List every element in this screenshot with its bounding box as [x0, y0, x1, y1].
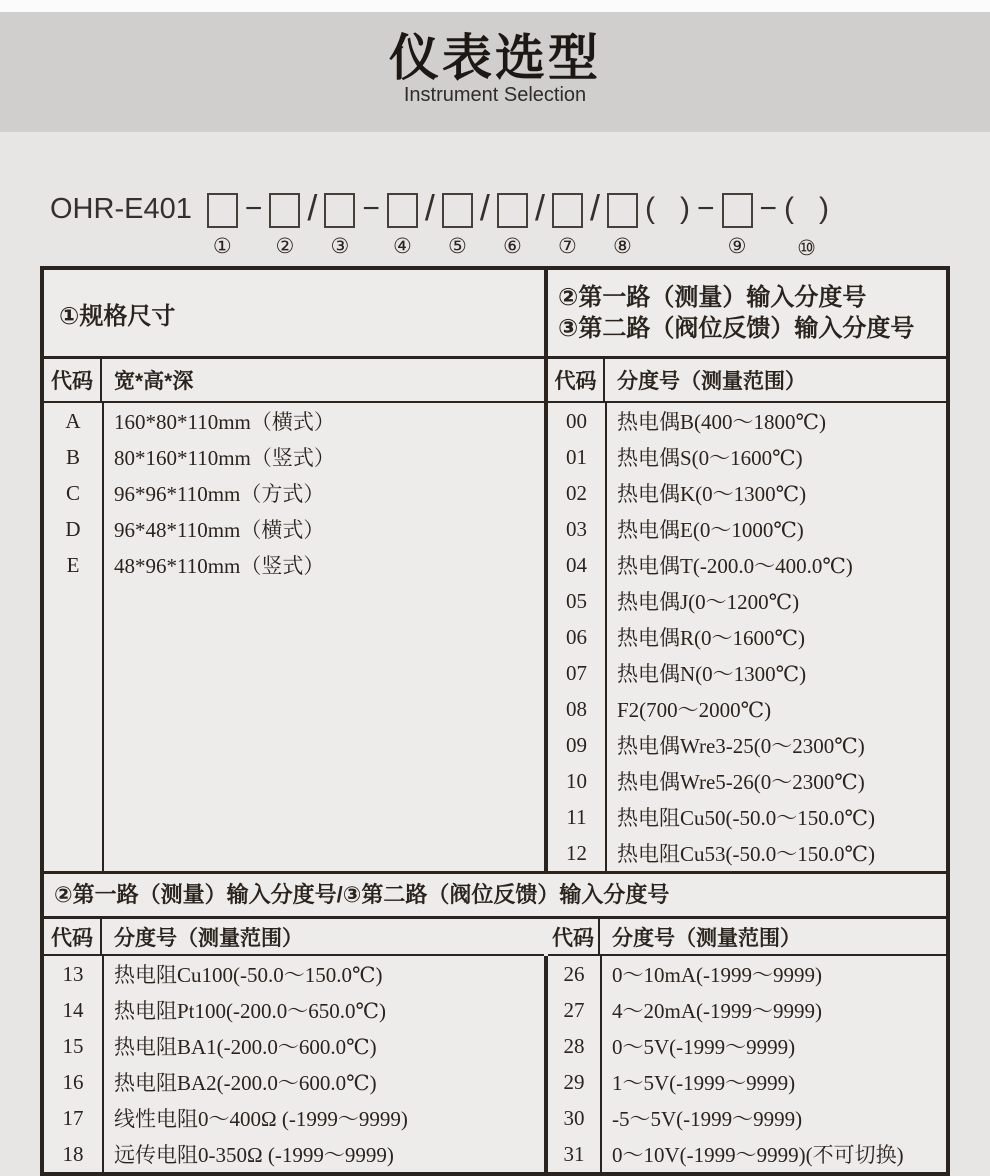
model-separator: − [244, 192, 263, 225]
model-separator: ( ) [644, 192, 690, 225]
circle-index-label [368, 238, 374, 260]
code-cell: 12 [566, 840, 587, 865]
model-separator: / [424, 187, 435, 228]
desc-cell: 160*80*110mm（横式） [114, 410, 335, 434]
model-option-box-col [387, 190, 418, 258]
desc-cell: 远传电阻0-350Ω (-1999～9999) [114, 1143, 394, 1167]
code-column-header: 代码 [548, 919, 600, 954]
desc-cell: F2(700～2000℃) [617, 698, 772, 722]
graduation-codes-right-half [544, 919, 946, 1172]
desc-cell: 热电阻Cu53(-50.0～150.0℃) [617, 842, 875, 866]
code-cell: 26 [563, 961, 585, 986]
desc-cell: -5～5V(-1999～9999) [612, 1107, 803, 1131]
code-cell: 28 [563, 1033, 585, 1058]
column-header-row [44, 359, 544, 403]
column-header-row [44, 919, 544, 956]
column-header-row [548, 359, 946, 403]
code-cell: 07 [566, 660, 587, 685]
desc-cell: 热电阻Cu50(-50.0～150.0℃) [617, 806, 875, 830]
circle-index-label: ④ [392, 235, 412, 258]
channel-2-header-line: ③第二路（阀位反馈）输入分度号 [558, 315, 915, 342]
code-cell: D [65, 516, 81, 541]
table-row [548, 439, 946, 475]
model-separator: − [759, 192, 778, 225]
model-option-box-col [442, 190, 473, 258]
table-row [548, 1136, 946, 1172]
code-cell: 00 [566, 408, 587, 433]
code-cell: 02 [566, 480, 587, 505]
circle-index-label [482, 238, 488, 260]
desc-cell: 线性电阻0～400Ω (-1999～9999) [114, 1107, 408, 1131]
code-cell: 17 [62, 1105, 84, 1130]
table-row [44, 956, 544, 992]
circle-index-label [122, 238, 128, 260]
model-option-box [269, 193, 300, 228]
size-codes-half [44, 359, 544, 871]
table-row [44, 992, 544, 1028]
table-row [548, 799, 946, 835]
desc-cell: 热电偶J(0～1200℃) [617, 590, 800, 614]
code-column-header: 代码 [44, 359, 102, 401]
circle-index-label: ⑦ [558, 235, 577, 258]
model-separator-col [784, 190, 829, 260]
model-separator-col [307, 187, 318, 260]
code-cell: 08 [566, 696, 587, 721]
table-row [548, 691, 946, 727]
model-separator-col [245, 190, 263, 260]
graduation-code-rows [548, 403, 946, 871]
model-separator-col [479, 187, 490, 260]
desc-cell: 0～5V(-1999～9999) [612, 1035, 796, 1059]
code-cell: B [65, 444, 80, 469]
model-separator: − [362, 192, 380, 225]
range-column-header: 分度号（测量范围） [617, 370, 806, 393]
code-cell: E [66, 552, 80, 577]
range-column-header: 分度号（测量范围） [114, 926, 303, 950]
circle-index-label [592, 238, 598, 260]
model-option-box-col [722, 190, 753, 258]
desc-cell: 0～10mA(-1999～9999) [612, 963, 822, 987]
model-option-box-col [552, 190, 583, 258]
desc-cell: 热电偶Wre3-25(0～2300℃) [617, 734, 865, 758]
model-option-box [607, 193, 638, 228]
model-separator-col [697, 190, 715, 260]
code-column-header: 代码 [44, 919, 102, 954]
circle-index-label [427, 238, 433, 260]
table-row [548, 547, 946, 583]
code-cell: 31 [563, 1141, 585, 1166]
model-code-line [50, 187, 990, 260]
desc-cell: 热电偶N(0～1300℃) [617, 662, 807, 686]
model-separator: / [307, 187, 318, 228]
table-row [548, 403, 946, 439]
size-column-header: 宽*高*深 [114, 370, 194, 393]
page-title: 仪表选型 [389, 30, 601, 86]
circle-index-label: ① [212, 235, 232, 258]
model-option-box-col [269, 190, 300, 258]
size-code-rows [44, 403, 544, 871]
model-option-box [387, 193, 418, 228]
graduation-codes-left-half [44, 919, 544, 1172]
desc-cell: 热电偶B(400～1800℃) [617, 410, 826, 434]
code-cell: 11 [566, 804, 587, 829]
circle-index-label: ⑤ [448, 235, 467, 258]
model-separator: − [696, 192, 715, 225]
table-lower-body [44, 919, 946, 1172]
code-cell: 15 [62, 1033, 84, 1058]
table-row [548, 763, 946, 799]
table-row [548, 619, 946, 655]
model-separator-col [534, 187, 545, 260]
circle-index-label [703, 238, 709, 260]
channel-input-header [544, 270, 946, 356]
table-row [548, 835, 946, 871]
circle-index-label: ⑥ [503, 235, 522, 258]
model-option-box [722, 193, 753, 228]
desc-cell: 热电偶T(-200.0～400.0℃) [617, 554, 853, 578]
desc-cell: 0～10V(-1999～9999)(不可切换) [612, 1143, 904, 1167]
table-row [548, 727, 946, 763]
table-row [44, 547, 544, 583]
model-prefix: OHR-E401 [50, 193, 192, 225]
table-header-row [44, 270, 946, 359]
code-cell: 09 [566, 732, 587, 757]
code-column-header: 代码 [548, 359, 605, 401]
title-band [0, 12, 990, 132]
graduation-codes-half [544, 359, 946, 871]
model-option-box [497, 193, 528, 228]
code-cell: 18 [62, 1141, 84, 1166]
model-option-box-col [324, 190, 355, 258]
table-row [548, 992, 946, 1028]
model-separator: / [589, 187, 600, 228]
table-row [44, 1100, 544, 1136]
code-cell: 05 [566, 588, 587, 613]
code-cell: 10 [566, 768, 587, 793]
desc-cell: 80*160*110mm（竖式） [114, 446, 335, 470]
table-row [548, 475, 946, 511]
table-row [44, 1064, 544, 1100]
model-option-box-col [607, 190, 638, 258]
model-option-box-col [207, 190, 238, 258]
code-cell: 30 [563, 1105, 585, 1130]
desc-cell: 96*48*110mm（横式） [114, 518, 325, 542]
desc-cell: 热电偶R(0～1600℃) [617, 626, 805, 650]
code-cell: 04 [566, 552, 587, 577]
table-row [548, 1064, 946, 1100]
model-option-box [324, 193, 355, 228]
circle-index-label [665, 238, 671, 260]
model-prefix-col [50, 190, 200, 260]
table-row [548, 956, 946, 992]
graduation-code-rows [544, 956, 946, 1172]
range-column-header: 分度号（测量范围） [612, 926, 801, 950]
circle-index-label: ③ [330, 235, 350, 258]
section-header: ②第一路（测量）输入分度号/③第二路（阀位反馈）输入分度号 [44, 871, 946, 919]
table-row [548, 655, 946, 691]
circle-index-label [765, 238, 771, 260]
top-divider-strip [0, 0, 990, 12]
desc-cell: 热电偶Wre5-26(0～2300℃) [617, 770, 865, 794]
graduation-code-rows [44, 956, 544, 1172]
page-subtitle: Instrument Selection [403, 84, 587, 106]
code-cell: A [65, 408, 81, 433]
code-cell: 03 [566, 516, 587, 541]
model-separator-col [645, 190, 690, 260]
spec-size-header: ①规格尺寸 [59, 302, 176, 330]
circle-index-label: ⑨ [727, 235, 747, 258]
circle-index-label: ⑧ [613, 235, 632, 258]
circle-index-label [251, 238, 257, 260]
circle-index-label [309, 238, 315, 260]
selection-table [40, 266, 950, 1176]
desc-cell: 热电阻Cu100(-50.0～150.0℃) [114, 963, 383, 987]
table-row [44, 403, 544, 439]
code-cell: 13 [62, 961, 84, 986]
desc-cell: 热电偶E(0～1000℃) [617, 518, 804, 542]
table-row [44, 475, 544, 511]
code-cell: 27 [563, 997, 585, 1022]
table-row [548, 583, 946, 619]
desc-cell: 热电阻Pt100(-200.0～650.0℃) [114, 999, 386, 1023]
code-cell: 01 [566, 444, 587, 469]
circle-index-label: ⑩ [797, 237, 816, 260]
code-cell: 06 [566, 624, 587, 649]
table-row [44, 1136, 544, 1172]
desc-cell: 热电偶S(0～1600℃) [617, 446, 803, 470]
table-upper-body [44, 359, 946, 871]
model-separator-col [589, 187, 600, 260]
desc-cell: 1～5V(-1999～9999) [612, 1071, 796, 1095]
table-row [548, 1100, 946, 1136]
channel-1-header-line: ②第一路（测量）输入分度号 [558, 284, 867, 311]
model-option-box [207, 193, 238, 228]
table-row [44, 1028, 544, 1064]
model-separator: ( ) [784, 192, 830, 225]
code-cell: 14 [62, 997, 84, 1022]
model-separator: / [479, 187, 490, 228]
table-row [44, 439, 544, 475]
model-option-box [552, 193, 583, 228]
desc-cell: 96*96*110mm（方式） [114, 482, 325, 506]
table-row [44, 511, 544, 547]
desc-cell: 热电阻BA1(-200.0～600.0℃) [114, 1035, 377, 1059]
model-option-box-col [497, 190, 528, 258]
circle-index-label: ② [275, 235, 295, 258]
desc-cell: 4～20mA(-1999～9999) [612, 999, 822, 1023]
code-cell: 16 [62, 1069, 84, 1094]
desc-cell: 48*96*110mm（竖式） [114, 554, 325, 578]
model-separator-col [424, 187, 435, 260]
code-cell: C [65, 480, 80, 505]
circle-index-label [537, 238, 543, 260]
model-separator: / [534, 187, 545, 228]
model-option-box [442, 193, 473, 228]
table-row [548, 511, 946, 547]
table-row [548, 1028, 946, 1064]
desc-cell: 热电偶K(0～1300℃) [617, 482, 807, 506]
code-cell: 29 [563, 1069, 585, 1094]
model-separator-col [760, 190, 778, 260]
column-header-row [548, 919, 946, 956]
model-separator-col [362, 190, 380, 260]
desc-cell: 热电阻BA2(-200.0～600.0℃) [114, 1071, 377, 1095]
